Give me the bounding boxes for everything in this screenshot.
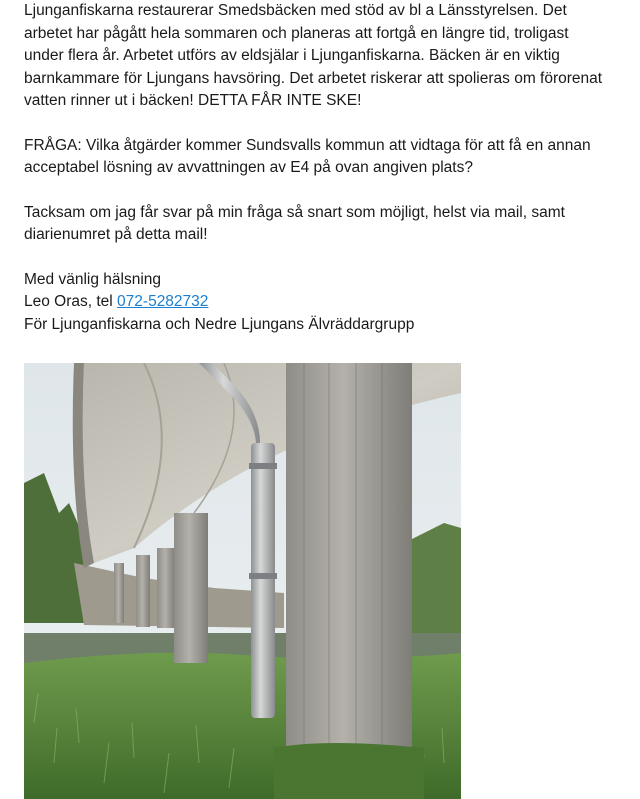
signature [24,269,620,337]
bridge-photo [24,363,461,799]
paragraph-question [24,135,620,180]
signature-greeting: Med vänlig hälsning [24,270,162,288]
text-line: Ljunganfiskarna restaurerar Smedsbäcken med stöd av bl a Länsstyrelsen. Det [24,2,567,19]
text-line: acceptabel lösning av avvattningen av E4 på ovan angiven plats? [24,159,473,176]
signature-organization: För Ljunganfiskarna och Nedre Ljungans Älvräddargrupp [24,315,415,333]
paragraph-restoration [24,0,620,113]
email-body [24,0,620,336]
phone-link[interactable]: 072-5282732 [117,293,209,310]
paragraph-request [24,202,620,247]
text-line: under flera år. Arbetet utförs av eldsjälar i Ljunganfiskarna. Bäcken är en viktig [24,47,560,64]
signature-name: Leo Oras, tel [24,293,118,310]
text-line: vatten rinner ut i bäcken! DETTA FÅR INTE SKE! [24,92,362,109]
text-line: diarienumret på detta mail! [24,226,208,243]
text-line: arbetet har pågått hela sommaren och planeras att fortgå en längre tid, troligast [24,24,569,42]
text-line: barnkammare för Ljungans havsöring. Det arbetet riskerar att spolieras om förorenat [24,69,603,87]
signature-name-line [24,291,620,314]
text-line: FRÅGA: Vilka åtgärder kommer Sundsvalls kommun att vidtaga för att få en annan [24,136,591,154]
text-line: Tacksam om jag får svar på min fråga så snart som möjligt, helst via mail, samt [24,203,565,221]
